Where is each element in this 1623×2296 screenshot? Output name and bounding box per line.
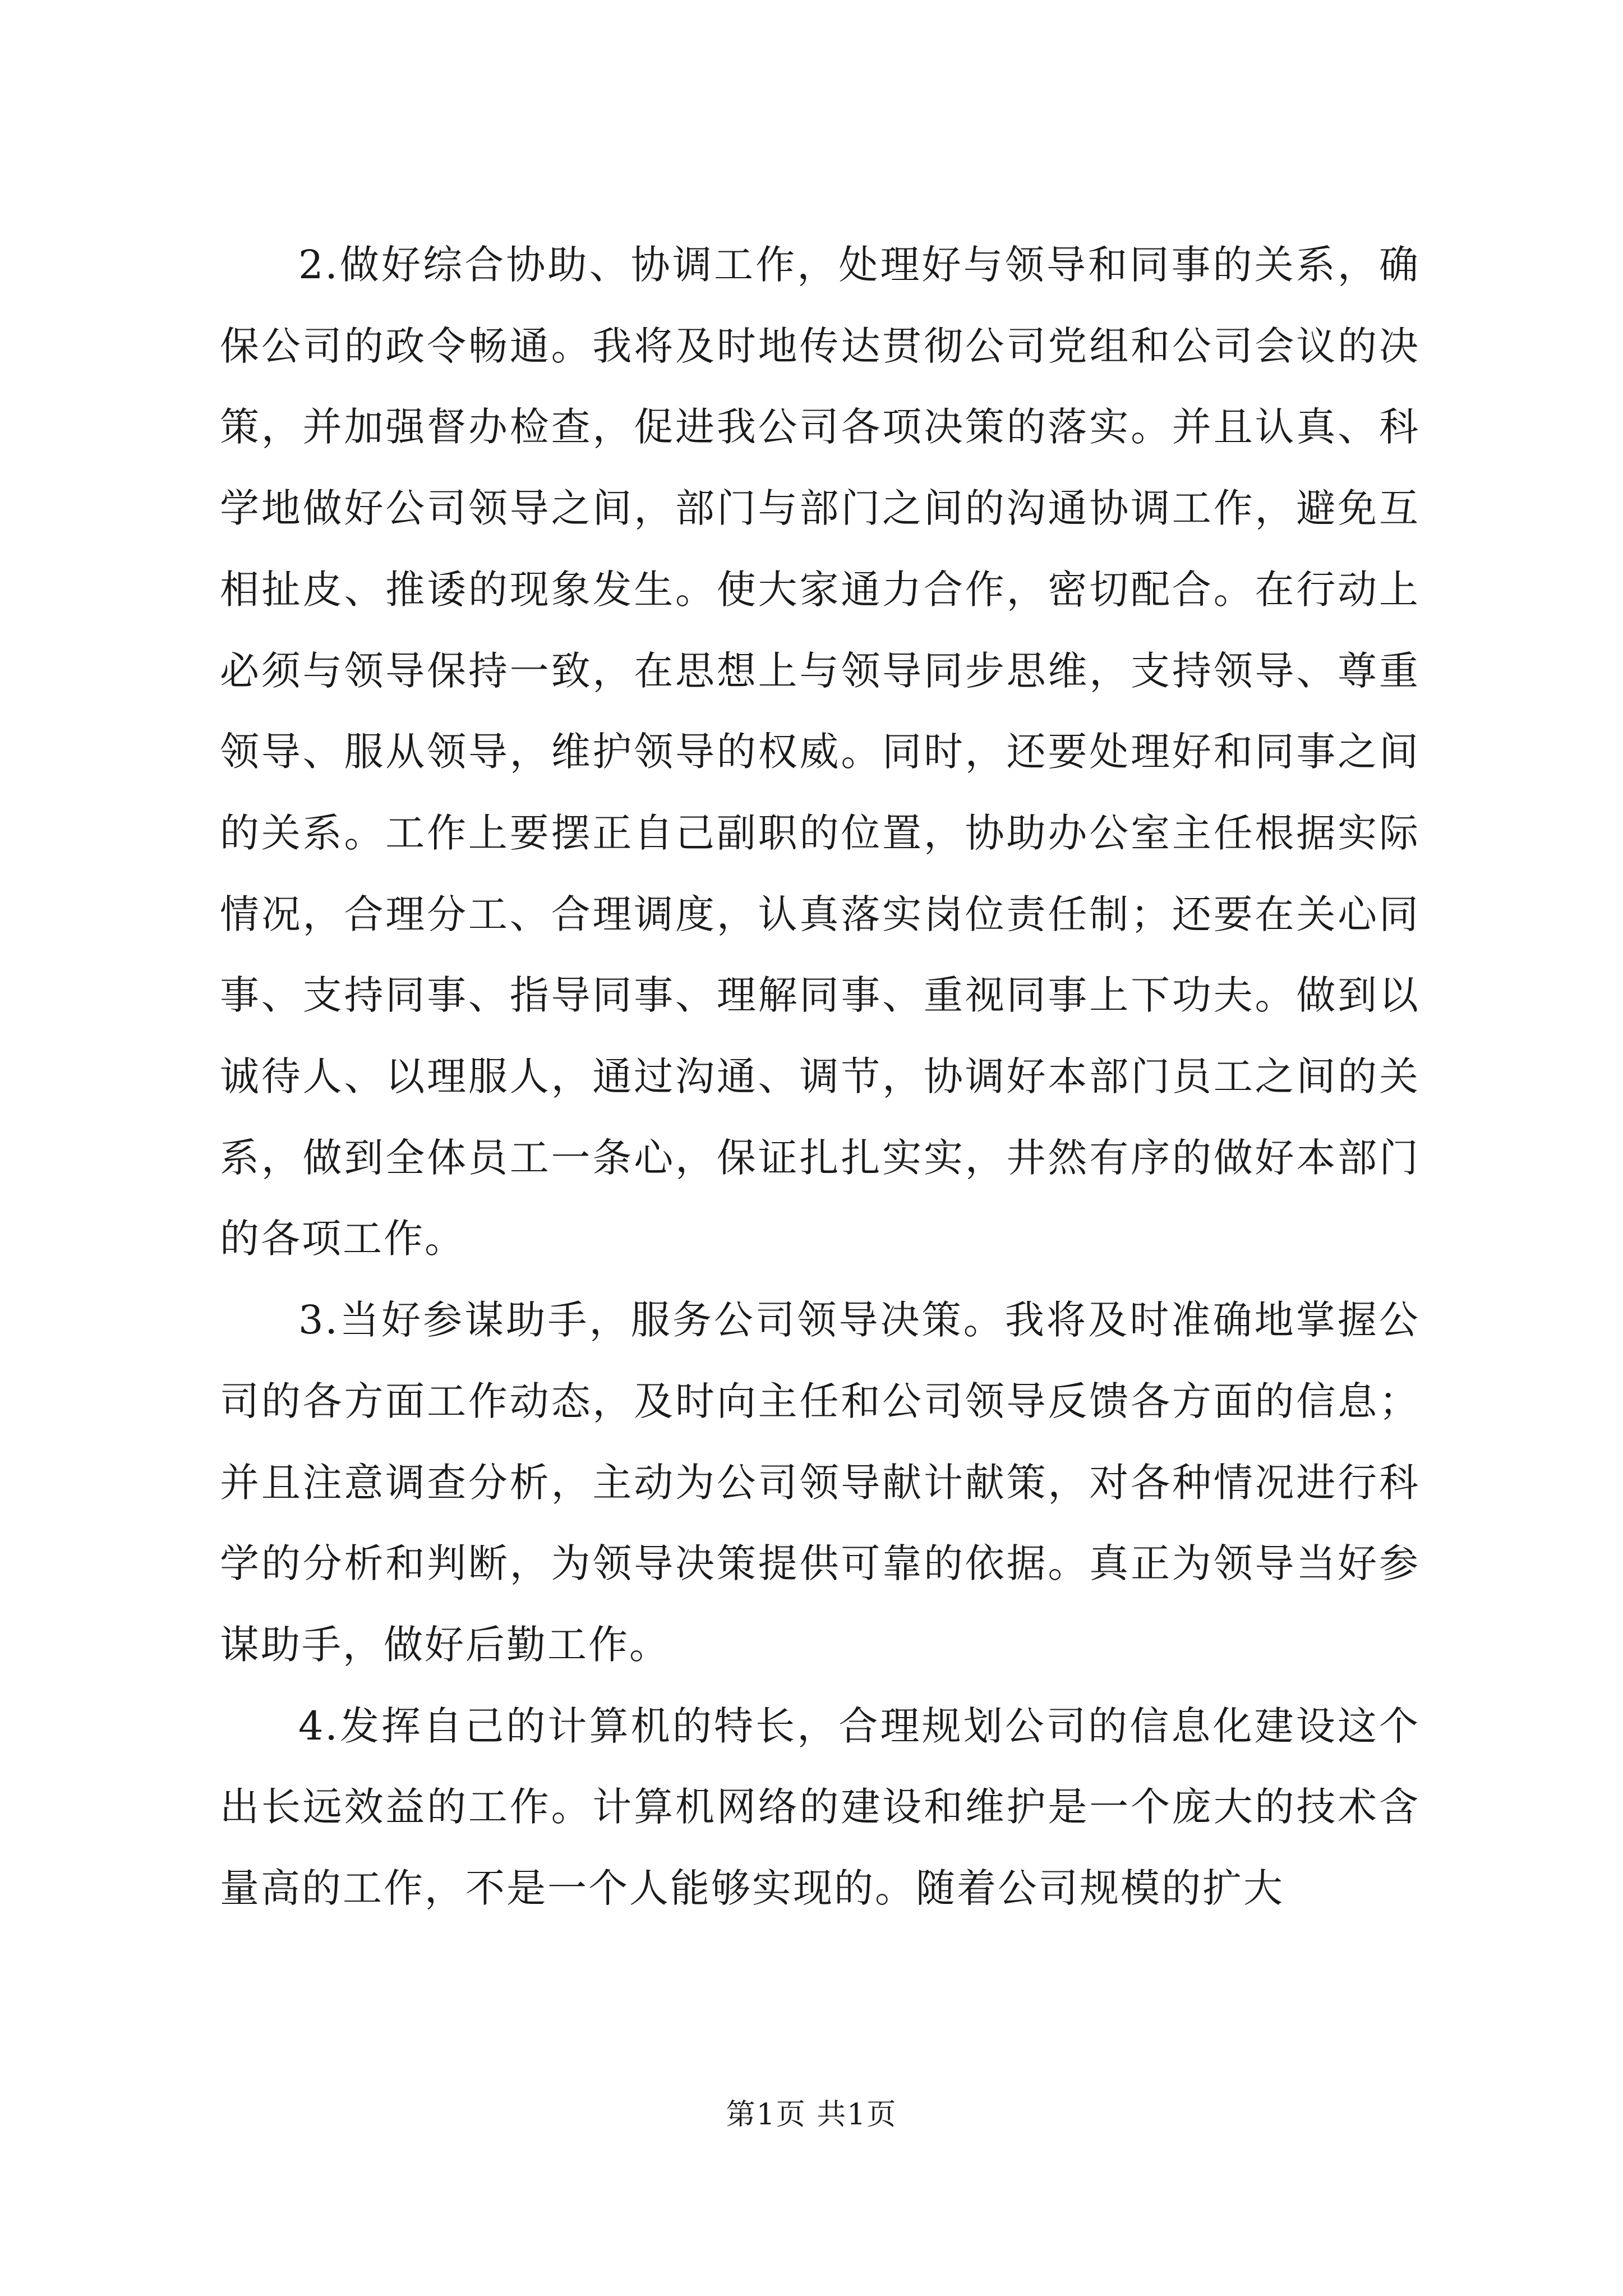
paragraph-item-3: 3.当好参谋助手，服务公司领导决策。我将及时准确地掌握公司的各方面工作动态，及时向主任和公司领导反馈各方面的信息；并且注意调查分析，主动为公司领导献计献策，对各种情况进行科学的分析和判断，为领导决策提供可靠的依据。真正为领导当好参谋助手，做好后勤工作。 [220, 1297, 1420, 1668]
page-footer: 第1页 共1页 [726, 2098, 897, 2132]
document-body [220, 224, 1420, 1929]
paragraph-item-4: 4.发挥自己的计算机的特长，合理规划公司的信息化建设这个出长远效益的工作。计算机网络的建设和维护是一个庞大的技术含量高的工作，不是一个人能够实现的。随着公司规模的扩大 [220, 1703, 1420, 1912]
paragraph-item-2: 2.做好综合协助、协调工作，处理好与领导和同事的关系，确保公司的政令畅通。我将及时地传达贯彻公司党组和公司会议的决策，并加强督办检查，促进我公司各项决策的落实。并且认真、科学地做好公司领导之间，部门与部门之间的沟通协调工作，避免互相扯皮、推诿的现象发生。使大家通力合作，密切配合。在行动上必须与领导保持一致，在思想上与领导同步思维，支持领导、尊重领导、服从领导，维护领导的权威。同时，还要处理好和同事之间的关系。工作上要摆正自己副职的位置，协助办公室主任根据实际情况，合理分工、合理调度，认真落实岗位责任制；还要在关心同事、支持同事、指导同事、理解同事、重视同事上下功夫。做到以诚待人、以理服人，通过沟通、调节，协调好本部门员工之间的关系，做到全体员工一条心，保证扎扎实实，井然有序的做好本部门的各项工作。 [220, 242, 1420, 1262]
